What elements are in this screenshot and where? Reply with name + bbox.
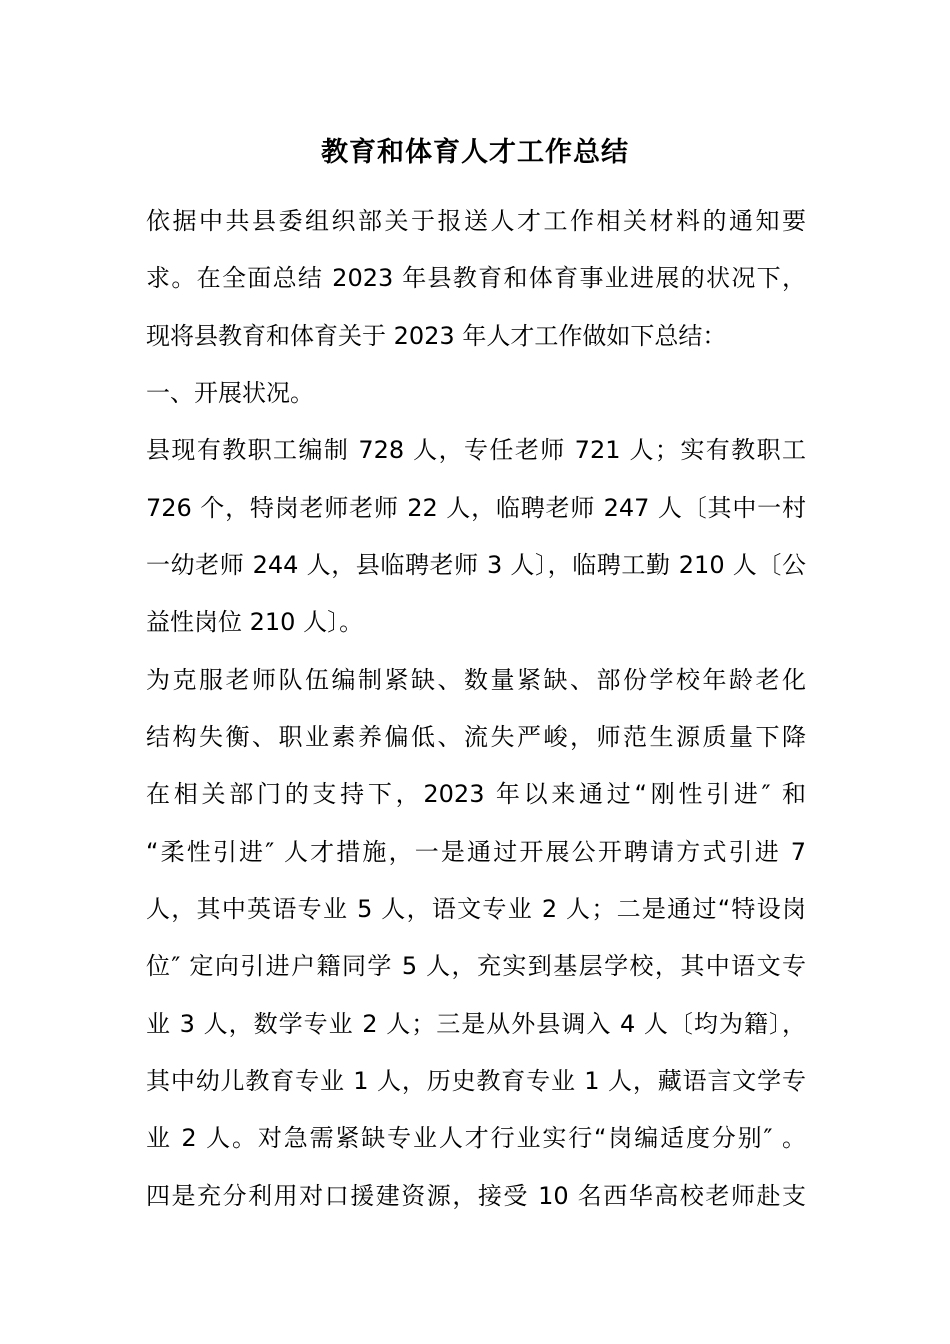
paragraph-line: 四是充分利用对口援建资源，接受 10 名西华高校老师赴支 [146,1182,806,1210]
paragraph-line: “柔性引进″ 人才措施，一是通过开展公开聘请方式引进 7 [146,838,806,866]
paragraph-line: 其中幼儿教育专业 1 人，历史教育专业 1 人，藏语言文学专 [146,1067,806,1095]
paragraph-line: 现将县教育和体育关于 2023 年人才工作做如下总结： [146,322,727,350]
paragraph-line: 726 个，特岗老师老师 22 人，临聘老师 247 人〔其中一村 [146,494,806,522]
paragraph-line: 位″ 定向引进户籍同学 5 人，充实到基层学校，其中语文专 [146,952,806,980]
section-heading: 一、开展状况。 [146,379,314,407]
paragraph-line: 一幼老师 244 人，县临聘老师 3 人〕，临聘工勤 210 人〔公 [146,551,806,579]
paragraph-line: 人，其中英语专业 5 人，语文专业 2 人；二是通过“特设岗 [146,895,806,923]
paragraph-line: 求。在全面总结 2023 年县教育和体育事业进展的状况下， [146,264,806,292]
paragraph-line: 县现有教职工编制 728 人，专任老师 721 人；实有教职工 [146,436,806,464]
paragraph-line: 益性岗位 210 人〕。 [146,608,364,636]
paragraph-line: 结构失衡、职业素养偏低、流失严峻，师范生源质量下降 [146,723,806,751]
paragraph-line: 依据中共县委组织部关于报送人才工作相关材料的通知要 [146,207,806,235]
document-title: 教育和体育人才工作总结 [321,137,629,168]
paragraph-line: 业 2 人。对急需紧缺专业人才行业实行“岗编适度分别″ 。 [146,1124,806,1152]
paragraph-line: 业 3 人，数学专业 2 人；三是从外县调入 4 人〔均为籍〕， [146,1010,806,1038]
paragraph-line: 在相关部门的支持下，2023 年以来通过“刚性引进″ 和 [146,780,806,808]
paragraph-line: 为克服老师队伍编制紧缺、数量紧缺、部份学校年龄老化 [146,666,806,694]
